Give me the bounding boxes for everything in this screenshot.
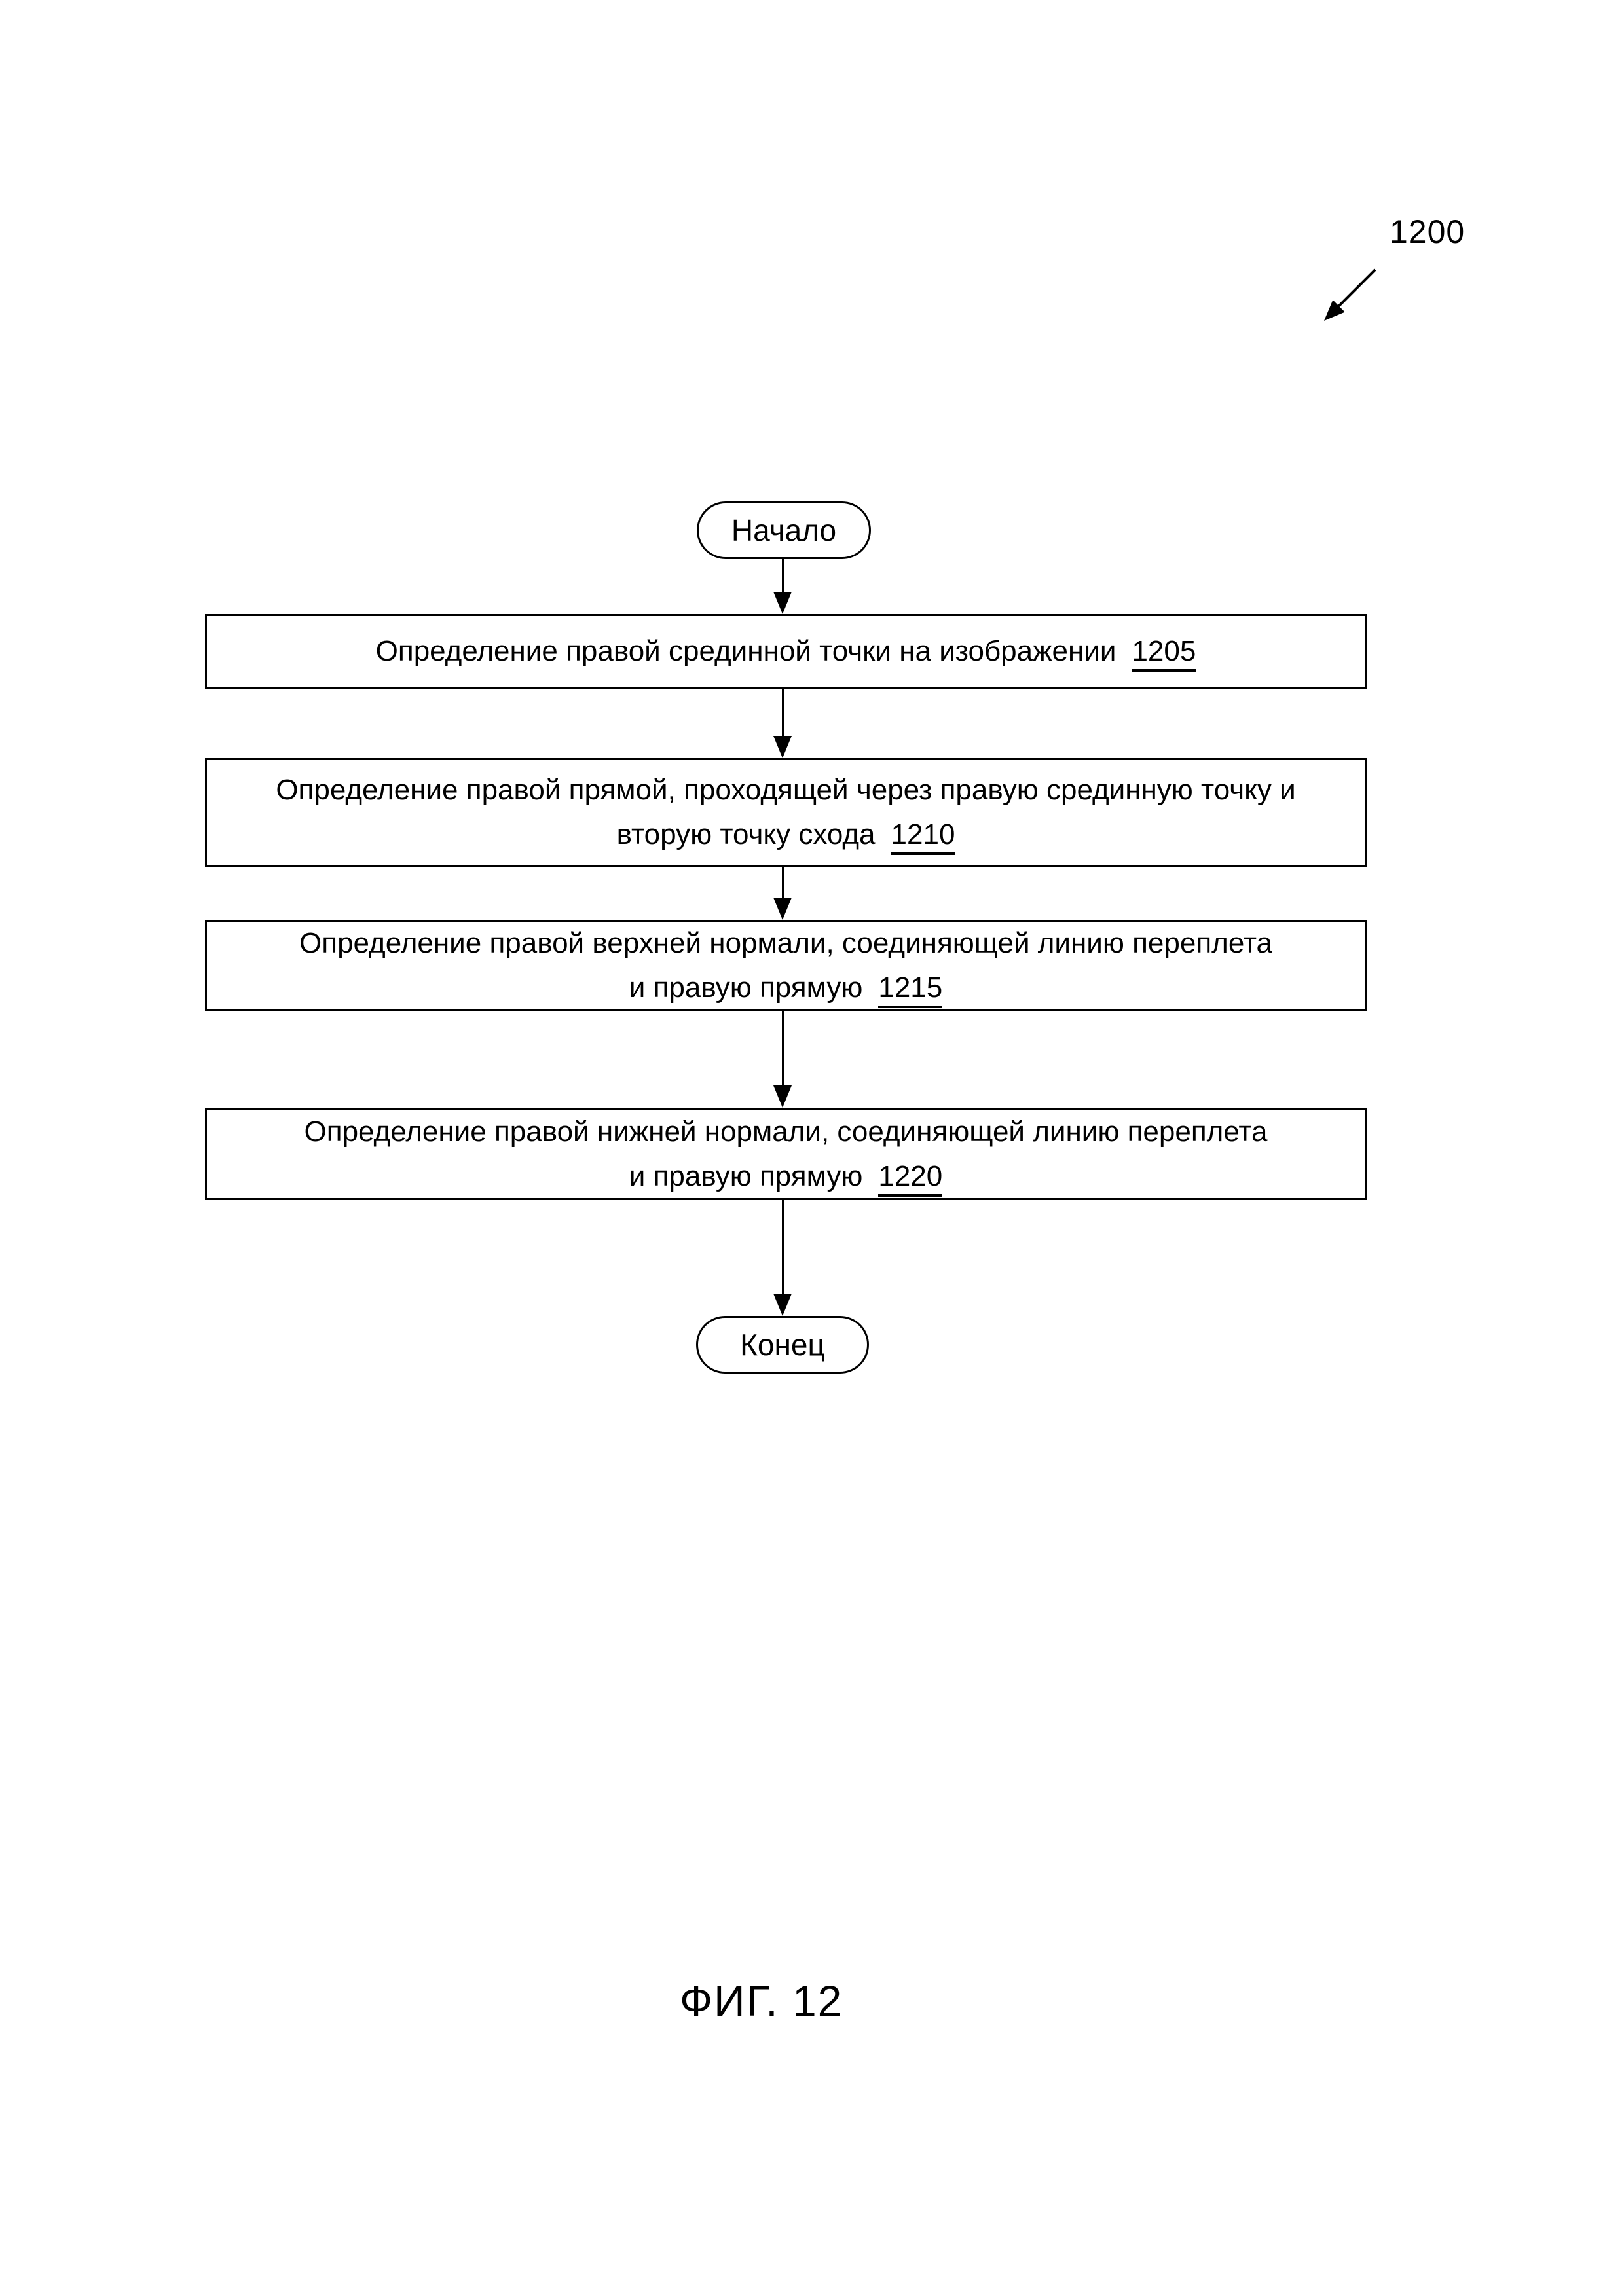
flowchart-start-terminal bbox=[697, 501, 871, 559]
step-text-line bbox=[304, 1110, 1268, 1154]
step-text-line bbox=[276, 768, 1295, 812]
step-ref-number: 1220 bbox=[878, 1159, 942, 1197]
flowchart-step-1215 bbox=[205, 920, 1367, 1011]
step-text-line bbox=[617, 812, 955, 857]
flowchart-end-terminal bbox=[696, 1316, 869, 1374]
flowchart-step-1205 bbox=[205, 614, 1367, 689]
step-ref-number: 1215 bbox=[878, 971, 942, 1008]
figure-reference-number: 1200 bbox=[1390, 213, 1466, 250]
step-ref-number: 1210 bbox=[891, 818, 955, 855]
step-text: и правую прямую bbox=[629, 1159, 863, 1192]
reference-pointer-arrow-icon bbox=[1310, 259, 1388, 331]
flowchart-step-1210 bbox=[205, 758, 1367, 867]
step-text-line bbox=[629, 1154, 942, 1199]
step-text: Определение правой верхней нормали, соединяющей линию переплета bbox=[299, 926, 1272, 959]
step-ref-number: 1205 bbox=[1132, 634, 1196, 672]
step-text: Определение правой срединной точки на изображении bbox=[375, 635, 1116, 667]
step-text: Определение правой прямой, проходящей через правую срединную точку и bbox=[276, 774, 1296, 806]
step-text-line bbox=[299, 921, 1272, 966]
flowchart-step-1220 bbox=[205, 1108, 1367, 1200]
step-text: и правую прямую bbox=[629, 971, 863, 1004]
step-text: Определение правой нижней нормали, соединяющей линию переплета bbox=[304, 1115, 1268, 1148]
step-text: вторую точку схода bbox=[616, 818, 876, 850]
step-text-line bbox=[629, 966, 942, 1010]
start-terminal-label: Начало bbox=[731, 513, 837, 547]
step-text-line bbox=[376, 629, 1196, 674]
figure-caption: ФИГ. 12 bbox=[680, 1977, 843, 2025]
end-terminal-label: Конец bbox=[740, 1328, 825, 1362]
